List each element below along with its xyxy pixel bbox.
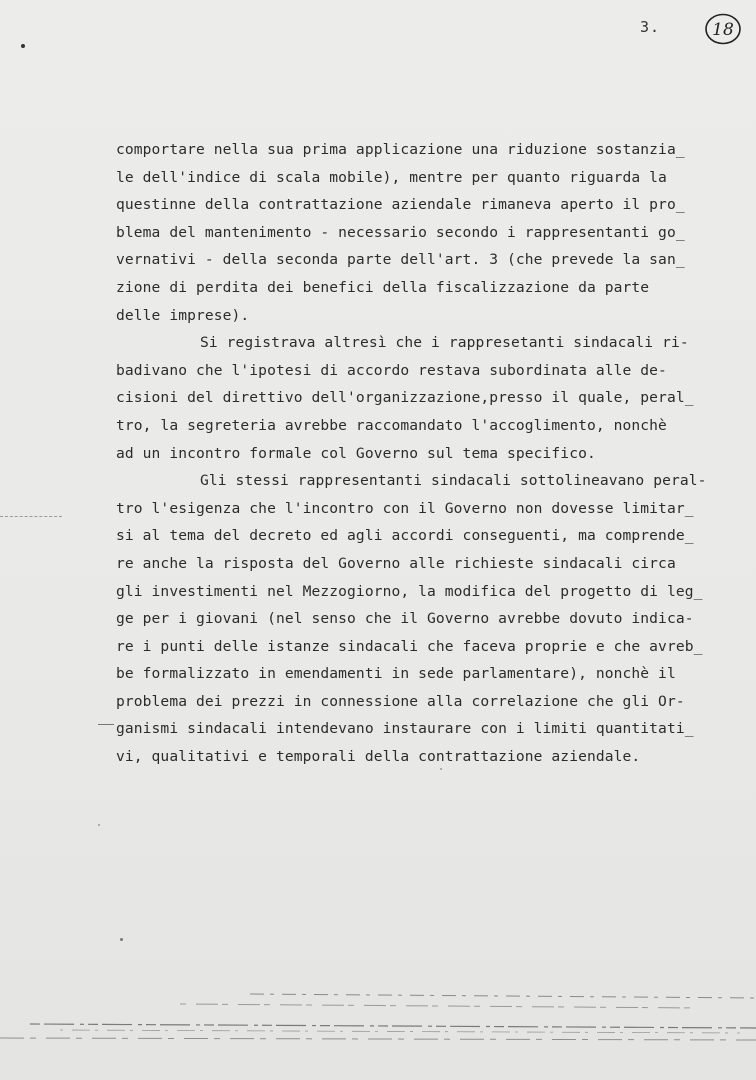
scan-speck xyxy=(120,938,123,941)
text-line: gli investimenti nel Mezzogiorno, la modifica del progetto di leg_ xyxy=(116,582,703,600)
text-line: Gli stessi rappresentanti sindacali sottolineavano peral- xyxy=(200,472,707,490)
text-line: vi, qualitativi e temporali della contrattazione aziendale. xyxy=(116,748,641,766)
text-line: ge per i giovani (nel senso che il Governo avrebbe dovuto indica- xyxy=(116,610,694,628)
text-line: re i punti delle istanze sindacali che faceva proprie e che avreb_ xyxy=(116,637,703,655)
text-line: delle imprese). xyxy=(116,306,250,324)
text-line: le dell'indice di scala mobile), mentre per quanto riguarda la xyxy=(116,168,667,186)
scan-streaks-icon xyxy=(0,990,756,1050)
text-line: zione di perdita dei benefici della fiscalizzazione da parte xyxy=(116,278,650,296)
scan-margin-mark xyxy=(98,724,114,726)
scan-margin-mark xyxy=(0,516,62,518)
paragraph-2 xyxy=(116,329,706,467)
text-line: ad un incontro formale col Governo sul tema specifico. xyxy=(116,444,596,462)
text-line: cisioni del direttivo dell'organizzazione,presso il quale, peral_ xyxy=(116,389,694,407)
body-text xyxy=(116,136,706,771)
page-number: 3. xyxy=(640,18,661,36)
text-line: Si registrava altresì che i rappresetanti sindacali ri- xyxy=(200,334,689,352)
handwritten-page-stamp xyxy=(704,12,742,46)
scan-bottom-streaks xyxy=(0,990,756,1050)
text-line: comportare nella sua prima applicazione una riduzione sostanzia_ xyxy=(116,141,685,158)
text-line: vernativi - della seconda parte dell'art. 3 (che prevede la san_ xyxy=(116,251,685,269)
stamp-number: 18 xyxy=(712,20,734,40)
text-line: ganismi sindacali intendevano instaurare con i limiti quantitati_ xyxy=(116,720,694,738)
text-line: tro l'esigenza che l'incontro con il Governo non dovesse limitar_ xyxy=(116,499,694,517)
text-line: questinne della contrattazione aziendale rimaneva aperto il pro_ xyxy=(116,196,685,214)
circled-number-stamp-icon xyxy=(704,12,742,46)
paragraph-3 xyxy=(116,467,706,771)
ink-dot xyxy=(21,44,25,48)
scan-speck xyxy=(98,824,100,826)
scan-speck xyxy=(440,768,442,770)
text-line: blema del mantenimento - necessario secondo i rappresentanti go_ xyxy=(116,223,685,241)
text-line: problema dei prezzi in connessione alla correlazione che gli Or- xyxy=(116,692,685,710)
paragraph-1 xyxy=(116,136,706,329)
text-line: be formalizzato in emendamenti in sede parlamentare), nonchè il xyxy=(116,665,676,683)
text-line: re anche la risposta del Governo alle richieste sindacali circa xyxy=(116,554,676,572)
text-line: si al tema del decreto ed agli accordi conseguenti, ma comprende_ xyxy=(116,527,694,545)
text-line: tro, la segreteria avrebbe raccomandato l'accoglimento, nonchè xyxy=(116,416,667,434)
text-line: badivano che l'ipotesi di accordo restava subordinata alle de- xyxy=(116,361,667,379)
